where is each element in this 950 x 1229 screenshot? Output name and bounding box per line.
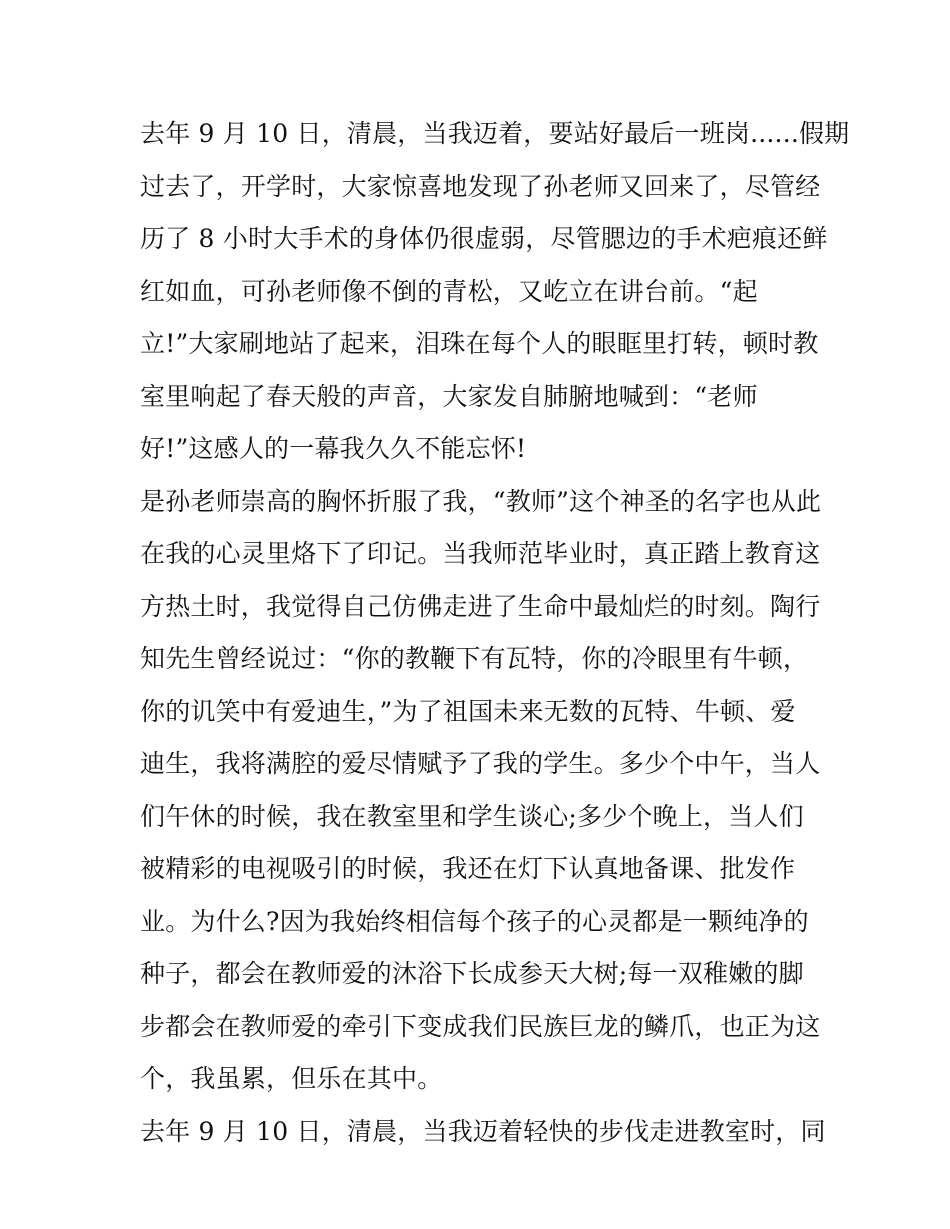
text-line: 们午休的时候，我在教室里和学生谈心;多少个晚上，当人们 [140, 801, 804, 831]
text-line: 在我的心灵里烙下了印记。当我师范毕业时，真正踏上教育这 [140, 539, 821, 568]
text-line: 历了 8 小时大手术的身体仍很虚弱，尽管腮边的手术疤痕还鲜 [140, 224, 828, 253]
paragraph-3 [140, 1106, 826, 1159]
text-line: 迪生，我将满腔的爱尽情赋予了我的学生。多少个中午，当人 [140, 749, 821, 778]
text-line: 被精彩的电视吸引的时候，我还在灯下认真地备课、批发作 [140, 854, 796, 883]
text-line: 是孙老师崇高的胸怀折服了我，“教师”这个神圣的名字也从此 [140, 486, 822, 516]
text-line: 你的讥笑中有爱迪生，”为了祖国未来无数的瓦特、牛顿、爱 [140, 696, 796, 726]
text-line: 步都会在教师爱的牵引下变成我们民族巨龙的鳞爪，也正为这 [140, 1011, 821, 1041]
text-line: 去年 9 月 10 日，清晨，当我迈着轻快的步伐走进教室时，同 [140, 1116, 826, 1146]
text-line: 知先生曾经说过：“你的教鞭下有瓦特，你的冷眼里有牛顿， [140, 644, 809, 673]
text-line: 好!”这感人的一幕我久久不能忘怀! [140, 434, 527, 463]
text-line: 去年 9 月 10 日，清晨，当我迈着，要站好最后一班岗......假期 [140, 119, 850, 148]
text-line: 业。为什么?因为我始终相信每个孩子的心灵都是一颗纯净的 [140, 906, 809, 936]
text-line: 种子，都会在教师爱的沐浴下长成参天大树;每一双稚嫩的脚 [140, 959, 804, 988]
text-line: 过去了，开学时，大家惊喜地发现了孙老师又回来了，尽管经 [140, 171, 821, 201]
paragraph-2 [140, 476, 822, 1106]
document-page [140, 108, 850, 1158]
text-line: 方热土时，我觉得自己仿佛走进了生命中最灿烂的时刻。陶行 [140, 591, 821, 621]
paragraph-1 [140, 108, 850, 476]
text-line: 个，我虽累，但乐在其中。 [140, 1064, 443, 1093]
text-line: 立!”大家刷地站了起来，泪珠在每个人的眼眶里打转，顿时教 [140, 329, 819, 358]
text-line: 红如血，可孙老师像不倒的青松，又屹立在讲台前。“起 [140, 276, 758, 306]
text-line: 室里响起了春天般的声音，大家发自肺腑地喊到：“老师 [140, 381, 758, 411]
